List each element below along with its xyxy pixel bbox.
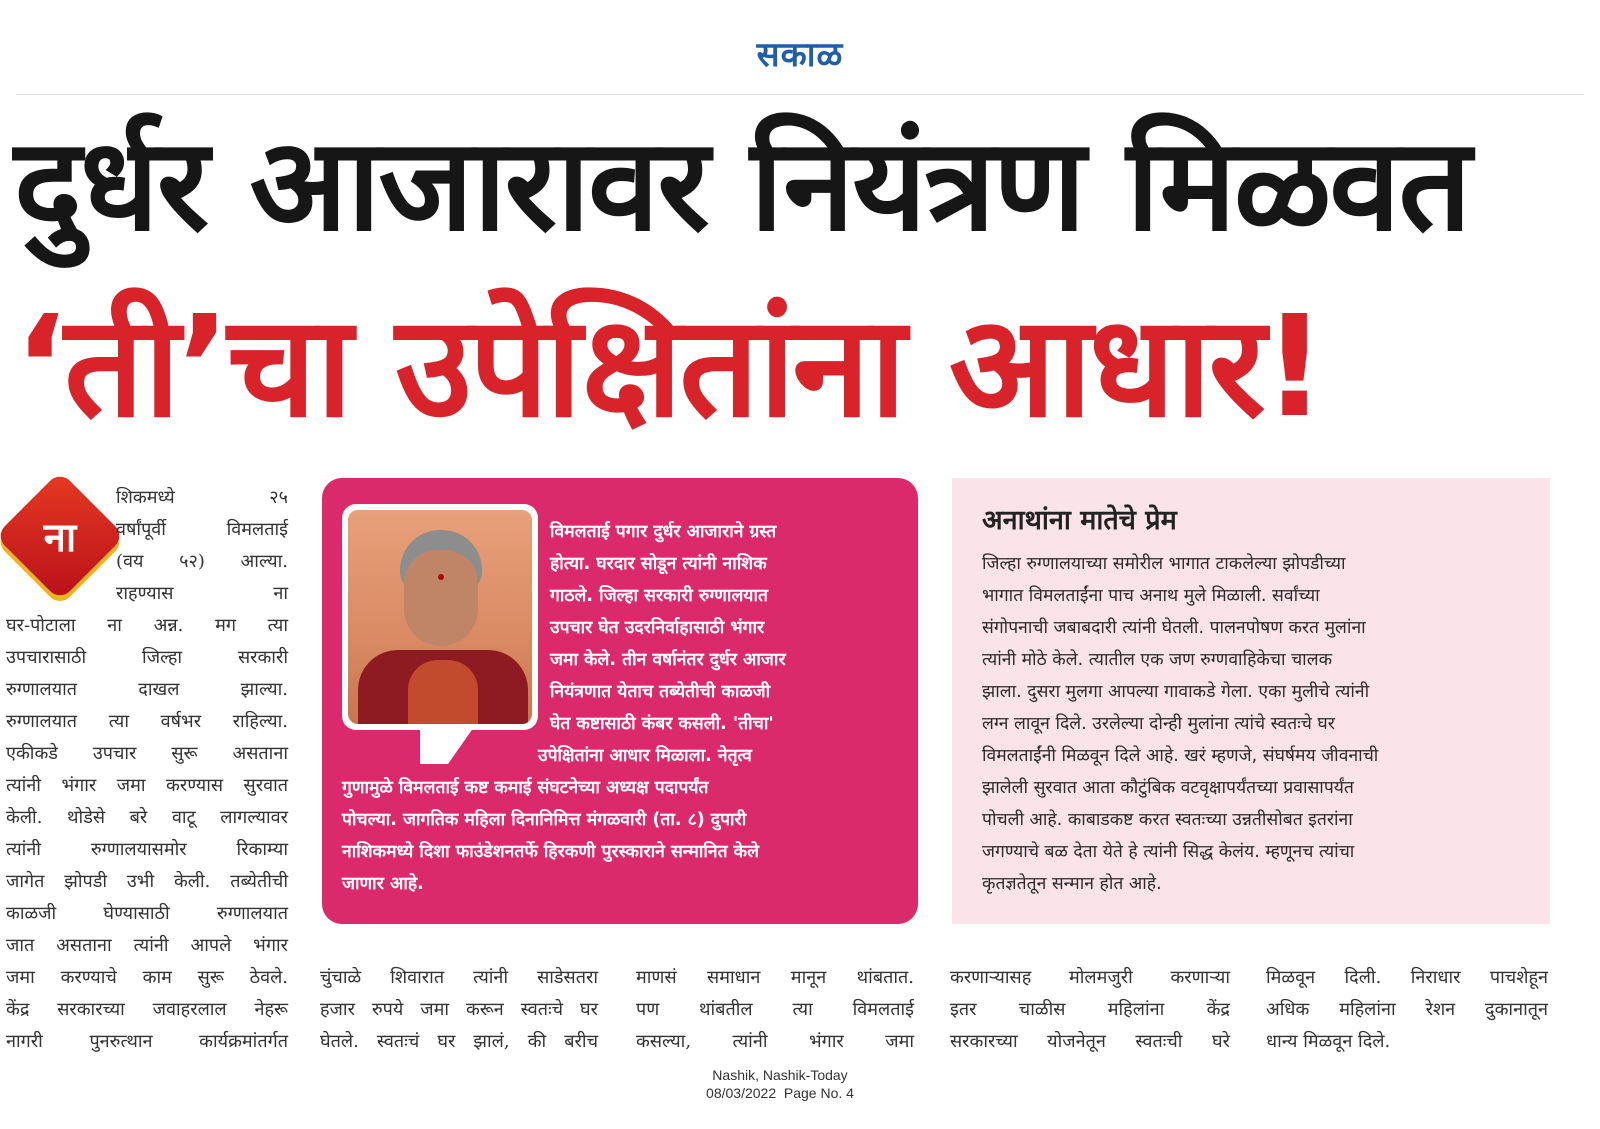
portrait-photo (348, 510, 532, 724)
highlight-line: गाठले. जिल्हा सरकारी रुग्णालयात (550, 586, 768, 606)
column-line: कसल्या, त्यांनी भंगार जमा (636, 1031, 914, 1052)
column-line: करणाऱ्यासह मोलमजुरी करणाऱ्या (950, 967, 1230, 988)
highlight-text-full (342, 772, 902, 900)
column-line: शिकमध्ये २५ (116, 487, 288, 508)
column-line: केंद्र सरकारच्या जवाहरलाल नेहरू (6, 999, 288, 1020)
column-line: काळजी घेण्यासाठी रुग्णालयात (6, 903, 288, 924)
column-line: जात असताना त्यांनी आपले भंगार (6, 935, 288, 956)
column-line: सरकारच्या योजनेतून स्वतःची घरे (950, 1031, 1230, 1052)
sidebar-box-title: अनाथांना मातेचे प्रेम (982, 505, 1177, 536)
column-line: इतर चाळीस महिलांना केंद्र (950, 999, 1230, 1020)
portrait-frame (342, 504, 538, 730)
highlight-line: जाणार आहे. (342, 874, 424, 894)
column-line: उपचारासाठी जिल्हा सरकारी (6, 647, 288, 668)
article-column-3 (636, 962, 914, 1058)
column-line: केली. थोडेसे बरे वाटू लागल्यावर (6, 807, 288, 828)
page-footer (0, 1066, 1560, 1102)
highlight-line: उपचार घेत उदरनिर्वाहासाठी भंगार (550, 618, 765, 638)
highlight-text-right (538, 516, 910, 772)
column-line: माणसं समाधान मानून थांबतात. (636, 967, 914, 988)
highlight-line: नियंत्रणात येताच तब्येतीची काळजी (550, 682, 771, 702)
column-line: राहण्यास ना (116, 583, 288, 604)
article-column-5 (1266, 962, 1548, 1058)
article-column-2 (320, 962, 598, 1058)
masthead-logo: सकाळ (756, 35, 844, 75)
column-line: अधिक महिलांना रेशन दुकानातून (1266, 999, 1548, 1020)
sidebar-line: त्यांनी मोठे केले. त्यातील एक जण रुग्णवाहिकेचा चालक (982, 650, 1333, 670)
column-line: त्यांनी रुग्णालयासमोर रिकाम्या (6, 839, 288, 860)
highlight-line: होत्या. घरदार सोडून त्यांनी नाशिक (550, 554, 767, 574)
column-line: एकीकडे उपचार सुरू असताना (6, 743, 288, 764)
column-line: रुग्णालयात त्या वर्षभर राहिल्या. (6, 711, 288, 732)
column-line: चुंचाळे शिवारात त्यांनी साडेसतरा (320, 967, 598, 988)
highlight-line: गुणामुळे विमलताई कष्ट कमाई संघटनेच्या अध्यक्ष पदापर्यंत (342, 778, 709, 798)
highlight-line: पोचल्या. जागतिक महिला दिनानिमित्त मंगळवारी (ता. ८) दुपारी (342, 810, 747, 830)
speech-bubble-tail (420, 724, 476, 764)
highlight-line: विमलताई पगार दुर्धर आजाराने ग्रस्त (550, 522, 777, 542)
column-line: घर-पोटाला ना अन्न. मग त्या (6, 615, 288, 636)
column-line: हजार रुपये जमा करून स्वतःचे घर (320, 999, 598, 1020)
sidebar-line: लग्न लावून दिले. उरलेल्या दोन्ही मुलांना त्यांचे स्वतःचे घर (982, 714, 1335, 734)
article-column-4 (950, 962, 1230, 1058)
sidebar-line: जगण्याचे बळ देता येते हे त्यांनी सिद्ध केलंय. म्हणूनच त्यांचा (982, 842, 1355, 862)
column-line: मिळवून दिली. निराधार पाचशेहून (1266, 967, 1548, 988)
column-line: जागेत झोपडी उभी केली. तब्येतीची (6, 871, 288, 892)
article-column-1 (116, 482, 288, 610)
column-line: रुग्णालयात दाखल झाल्या. (6, 679, 288, 700)
sidebar-line: झाला. दुसरा मुलगा आपल्या गावाकडे गेला. एका मुलीचे त्यांनी (982, 682, 1370, 702)
footer-edition: Nashik, Nashik-Today (712, 1067, 848, 1083)
sidebar-line: संगोपनाची जबाबदारी त्यांनी घेतली. पालनपोषण करत मुलांना (982, 618, 1366, 638)
column-line: (वय ५२) आल्या. (116, 551, 288, 572)
highlight-line: जमा केले. तीन वर्षानंतर दुर्धर आजार (550, 650, 786, 670)
header-divider (16, 94, 1584, 95)
footer-date-page: 08/03/2022 Page No. 4 (706, 1085, 854, 1101)
column-line: धान्य मिळवून दिले. (1266, 1031, 1391, 1052)
column-line: नागरी पुनरुत्थान कार्यक्रमांतर्गत (6, 1031, 288, 1052)
headline-line-2: ‘ती’चा उपेक्षितांना आधार! (14, 286, 1324, 449)
sidebar-line: कृतज्ञतेतून सन्मान होत आहे. (982, 874, 1162, 894)
dropcap-letter: ना (43, 515, 77, 561)
highlight-line: उपेक्षितांना आधार मिळाला. नेतृत्व (538, 746, 752, 766)
sidebar-box-text (982, 548, 1522, 900)
sidebar-line: पोचली आहे. काबाडकष्ट करत स्वतःच्या उन्नतीसोबत इतरांना (982, 810, 1353, 830)
column-line: त्यांनी भंगार जमा करण्यास सुरवात (6, 775, 288, 796)
sidebar-line: भागात विमलताईंना पाच अनाथ मुले मिळाली. सर्वांच्या (982, 586, 1320, 606)
column-line: वर्षांपूर्वी विमलताई (116, 519, 288, 540)
headline-line-1: दुर्धर आजारावर नियंत्रण मिळवत (14, 111, 1470, 260)
sidebar-line: विमलताईंनी मिळवून दिले आहे. खरं म्हणजे, संघर्षमय जीवनाची (982, 746, 1379, 766)
column-line: पण थांबतील त्या विमलताई (636, 999, 914, 1020)
highlight-line: नाशिकमध्ये दिशा फाउंडेशनतर्फे हिरकणी पुरस्काराने सन्मानित केले (342, 842, 759, 862)
column-line: जमा करण्याचे काम सुरू ठेवले. (6, 967, 288, 988)
sidebar-line: जिल्हा रुग्णालयाच्या समोरील भागात टाकलेल्या झोपडीच्या (982, 554, 1346, 574)
column-line: घेतले. स्वतःचं घर झालं, की बरीच (320, 1031, 598, 1052)
highlight-line: घेत कष्टासाठी कंबर कसली. 'तीचा' (550, 714, 774, 734)
article-column-1-body (6, 610, 288, 1058)
sidebar-line: झालेली सुरवात आता कौटुंबिक वटवृक्षापर्यंतच्या प्रवासापर्यंत (982, 778, 1354, 798)
